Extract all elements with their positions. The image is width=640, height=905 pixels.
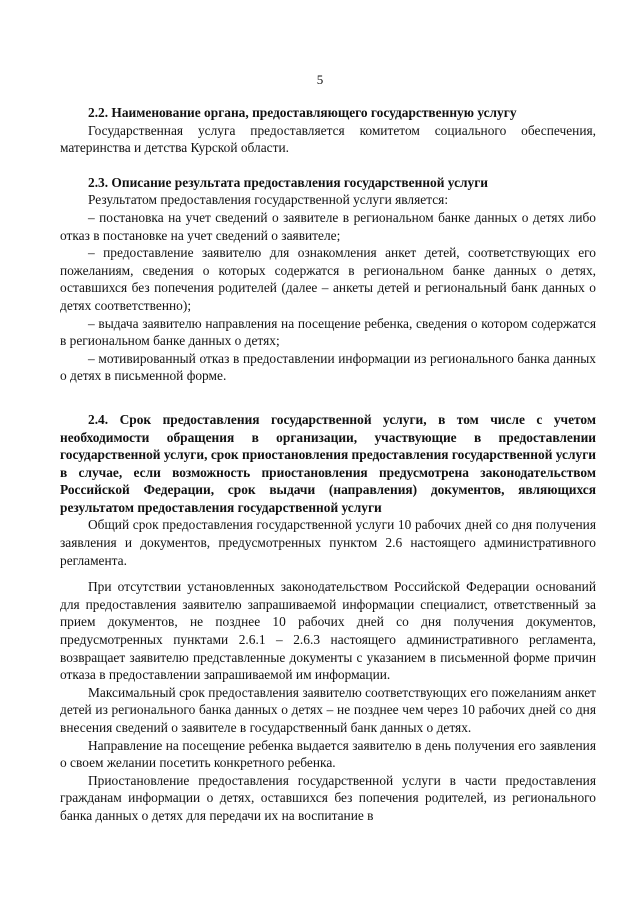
list-item: – постановка на учет сведений о заявителе в региональном банке данных о детях либо отказ в постановке на учет сведений о заявителе; [60,209,596,243]
section-2-3 [60,174,596,385]
document-body [60,104,596,825]
section-2-4 [60,411,596,825]
paragraph: Общий срок предоставления государственной услуги 10 рабочих дней со дня получения заявления и документов, предусмотренных пунктом 2.6 настоящего административного регламента. [60,517,596,568]
section-2-2 [60,104,596,157]
paragraph: Результатом предоставления государственной услуги является: [88,192,449,208]
section-heading: 2.3. Описание результата предоставления государственной услуги [88,174,489,190]
section-heading: 2.4. Срок предоставления государственной услуги, в том числе с учетом необходимости обращения в организации, участвующие в предоставлении государственной услуги, срок приостановления предоставления государственной услуги в случае, если возможность приостановления предусмотрена законодательством Российской Федерации, срок выдачи (направления) документов, являющихся результатом предоставления государственной услуги [60,411,596,515]
list-item: – выдача заявителю направления на посещение ребенка, сведения о котором содержатся в региональном банке данных о детях; [60,315,596,349]
paragraph: Приостановление предоставления государственной услуги в части предоставления гражданам информации о детях, оставшихся без попечения родителей, из регионального банка данных о детях для передачи их на воспитание в [60,772,596,823]
page-number: 5 [316,72,324,87]
list-item: – предоставление заявителю для ознакомления анкет детей, соответствующих его пожеланиям, сведения о которых содержатся в региональном банке данных о детях, оставшихся без попечения родителей (далее – анкеты детей и региональный банк данных о детях соответственно); [60,245,596,313]
paragraph: Направление на посещение ребенка выдается заявителю в день получения его заявления о своем желании посетить конкретного ребенка. [60,737,596,771]
section-heading: 2.2. Наименование органа, предоставляющего государственную услугу [88,105,517,120]
paragraph: Максимальный срок предоставления заявителю соответствующих его пожеланиям анкет детей из регионального банка данных о детях – не позднее чем через 10 рабочих дней со дня внесения сведений о заявителе в государственный банк данных о детях. [60,684,596,735]
paragraph: Государственная услуга предоставляется комитетом социального обеспечения, материнства и детства Курской области. [60,122,596,156]
list-item: – мотивированный отказ в предоставлении информации из регионального банка данных о детях в письменной форме. [60,350,596,384]
paragraph: При отсутствии установленных законодательством Российской Федерации оснований для предоставления заявителю запрашиваемой информации специалист, ответственный за прием документов, не позднее 10 рабочих дней со дня получения документов, предусмотренных пунктами 2.6.1 – 2.6.3 настоящего административного регламента, возвращает заявителю представленные документы с указанием в письменной форме причин отказа в предоставлении запрашиваемой им информации. [60,579,596,683]
